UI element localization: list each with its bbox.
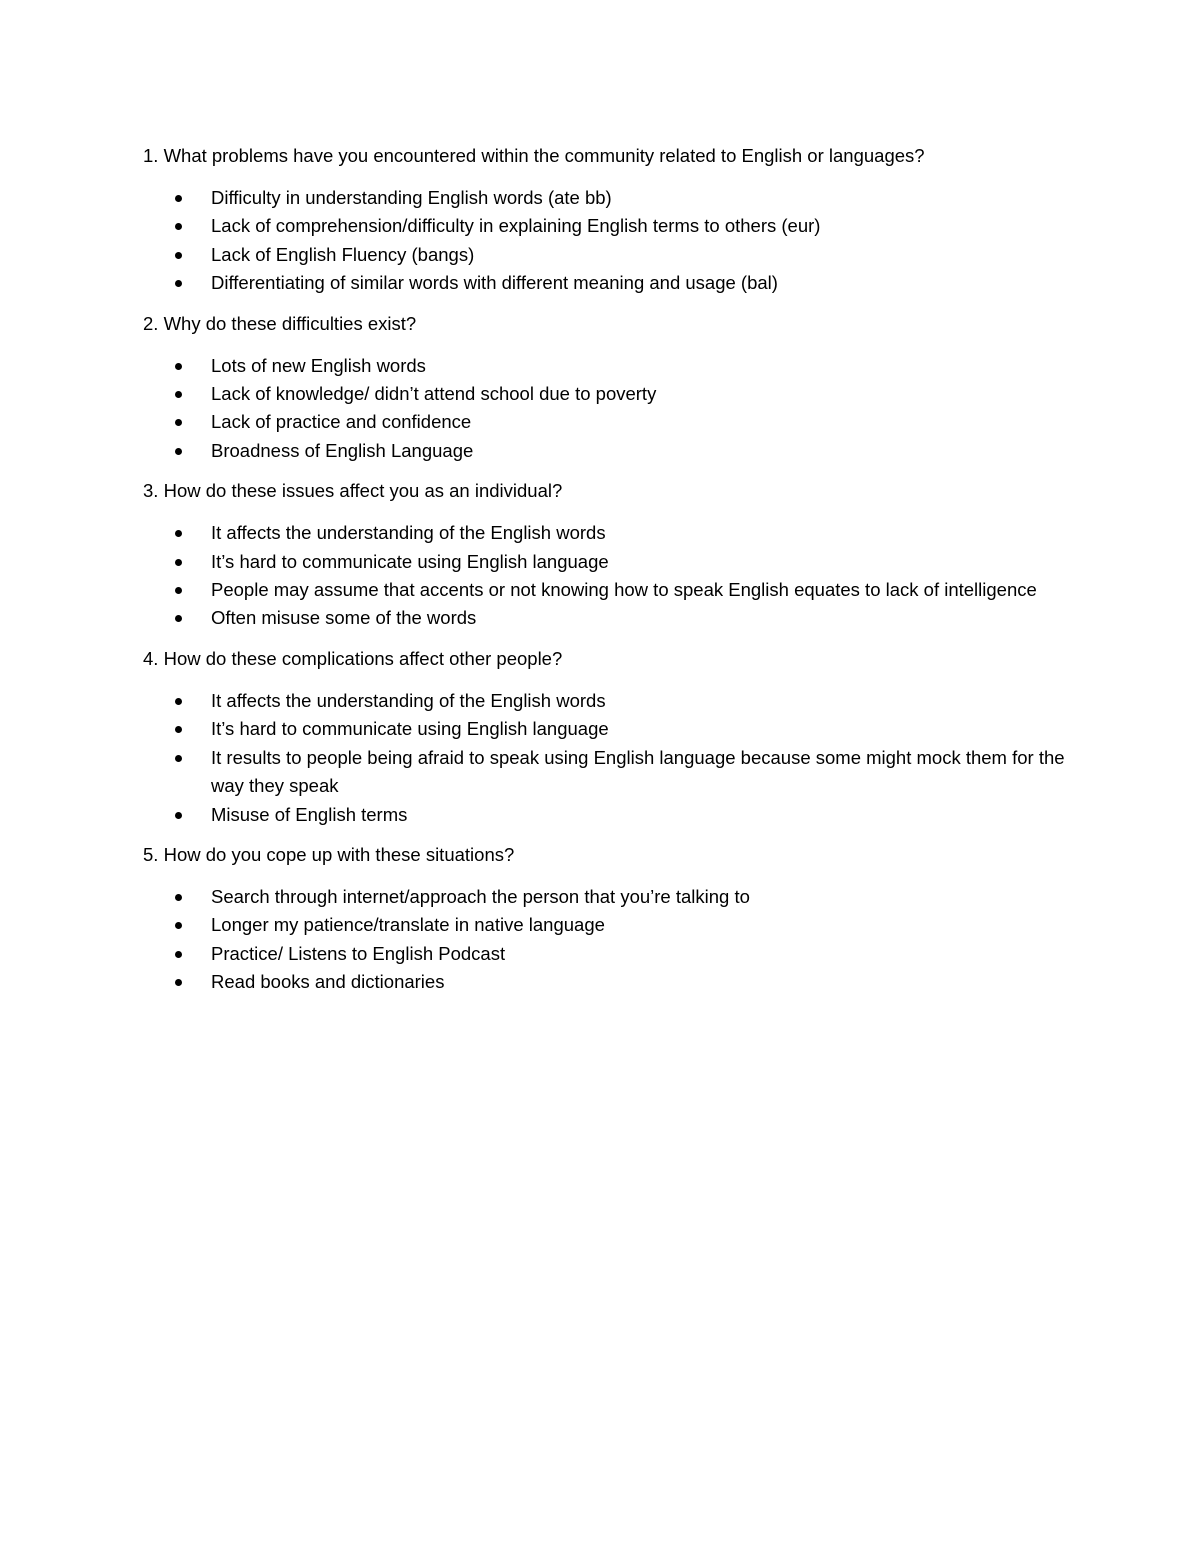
answer-list [143,687,1073,829]
answer-item [143,212,1073,240]
answer-item [143,241,1073,269]
bullet-icon [175,280,182,287]
answer-item [143,604,1073,632]
answer-text: Search through internet/approach the person that you’re talking to [211,885,750,907]
answer-text: Misuse of English terms [211,803,408,825]
question-heading [143,310,1073,338]
answer-list [143,352,1073,466]
answer-item [143,437,1073,465]
bullet-icon [175,698,182,705]
bullet-icon [175,726,182,733]
answer-item [143,352,1073,380]
bullet-icon [175,419,182,426]
answer-text: Lack of comprehension/difficulty in explaining English terms to others (eur) [211,215,821,237]
question-section-4 [143,645,1073,829]
bullet-icon [175,195,182,202]
question-section-2 [143,310,1073,466]
answer-text: It affects the understanding of the English words [211,522,606,544]
question-text: Why do these difficulties exist? [163,312,417,334]
bullet-icon [175,922,182,929]
answer-item [143,940,1073,968]
bullet-icon [175,615,182,622]
answer-item [143,968,1073,996]
question-text: How do these issues affect you as an individual? [163,480,563,502]
answer-item [143,548,1073,576]
answer-text: It results to people being afraid to speak using English language because some might mock them for the way they speak [211,746,1065,797]
answer-list [143,519,1073,633]
bullet-icon [175,391,182,398]
answer-text: It affects the understanding of the English words [211,689,606,711]
answer-text: Lots of new English words [211,354,426,376]
question-text: What problems have you encountered within the community related to English or languages? [163,145,925,166]
answer-text: Differentiating of similar words with different meaning and usage (bal) [211,272,778,294]
answer-item [143,687,1073,715]
bullet-icon [175,363,182,370]
answer-item [143,408,1073,436]
answer-item [143,715,1073,743]
answer-text: Longer my patience/translate in native language [211,914,605,936]
question-section-5 [143,841,1073,997]
question-text: How do these complications affect other people? [163,647,563,669]
answer-text: Read books and dictionaries [211,971,445,993]
question-section-1 [143,142,1073,298]
answer-list [143,883,1073,997]
answer-text: Practice/ Listens to English Podcast [211,942,506,964]
answer-item [143,519,1073,547]
answer-text: Often misuse some of the words [211,607,477,629]
answer-text: People may assume that accents or not knowing how to speak English equates to lack of intelligence [211,579,1037,601]
answer-item [143,184,1073,212]
question-heading [143,477,1073,505]
bullet-icon [175,448,182,455]
bullet-icon [175,252,182,259]
bullet-icon [175,951,182,958]
question-heading [143,645,1073,673]
answer-text: Broadness of English Language [211,439,474,461]
answer-item [143,883,1073,911]
bullet-icon [175,530,182,537]
question-number: 1. [143,145,159,166]
bullet-icon [175,223,182,230]
question-number: 5. [143,843,159,865]
answer-item [143,576,1073,604]
question-heading [143,841,1073,869]
answer-list [143,184,1073,298]
bullet-icon [175,894,182,901]
question-section-3 [143,477,1073,633]
answer-item [143,269,1073,297]
bullet-icon [175,559,182,566]
bullet-icon [175,755,182,762]
bullet-icon [175,812,182,819]
answer-item [143,801,1073,829]
answer-item [143,744,1073,801]
question-number: 3. [143,480,159,502]
answer-text: Difficulty in understanding English words (ate bb) [211,187,612,208]
answer-item [143,380,1073,408]
answer-text: Lack of practice and confidence [211,411,472,433]
question-number: 2. [143,312,159,334]
answer-text: Lack of knowledge/ didn’t attend school due to poverty [211,383,657,405]
document-body [143,142,1073,1009]
question-number: 4. [143,647,159,669]
question-heading [143,142,1073,170]
answer-item [143,911,1073,939]
question-text: How do you cope up with these situations? [163,843,515,865]
bullet-icon [175,587,182,594]
bullet-icon [175,979,182,986]
answer-text: It’s hard to communicate using English language [211,718,609,740]
answer-text: It’s hard to communicate using English language [211,550,609,572]
answer-text: Lack of English Fluency (bangs) [211,243,475,265]
